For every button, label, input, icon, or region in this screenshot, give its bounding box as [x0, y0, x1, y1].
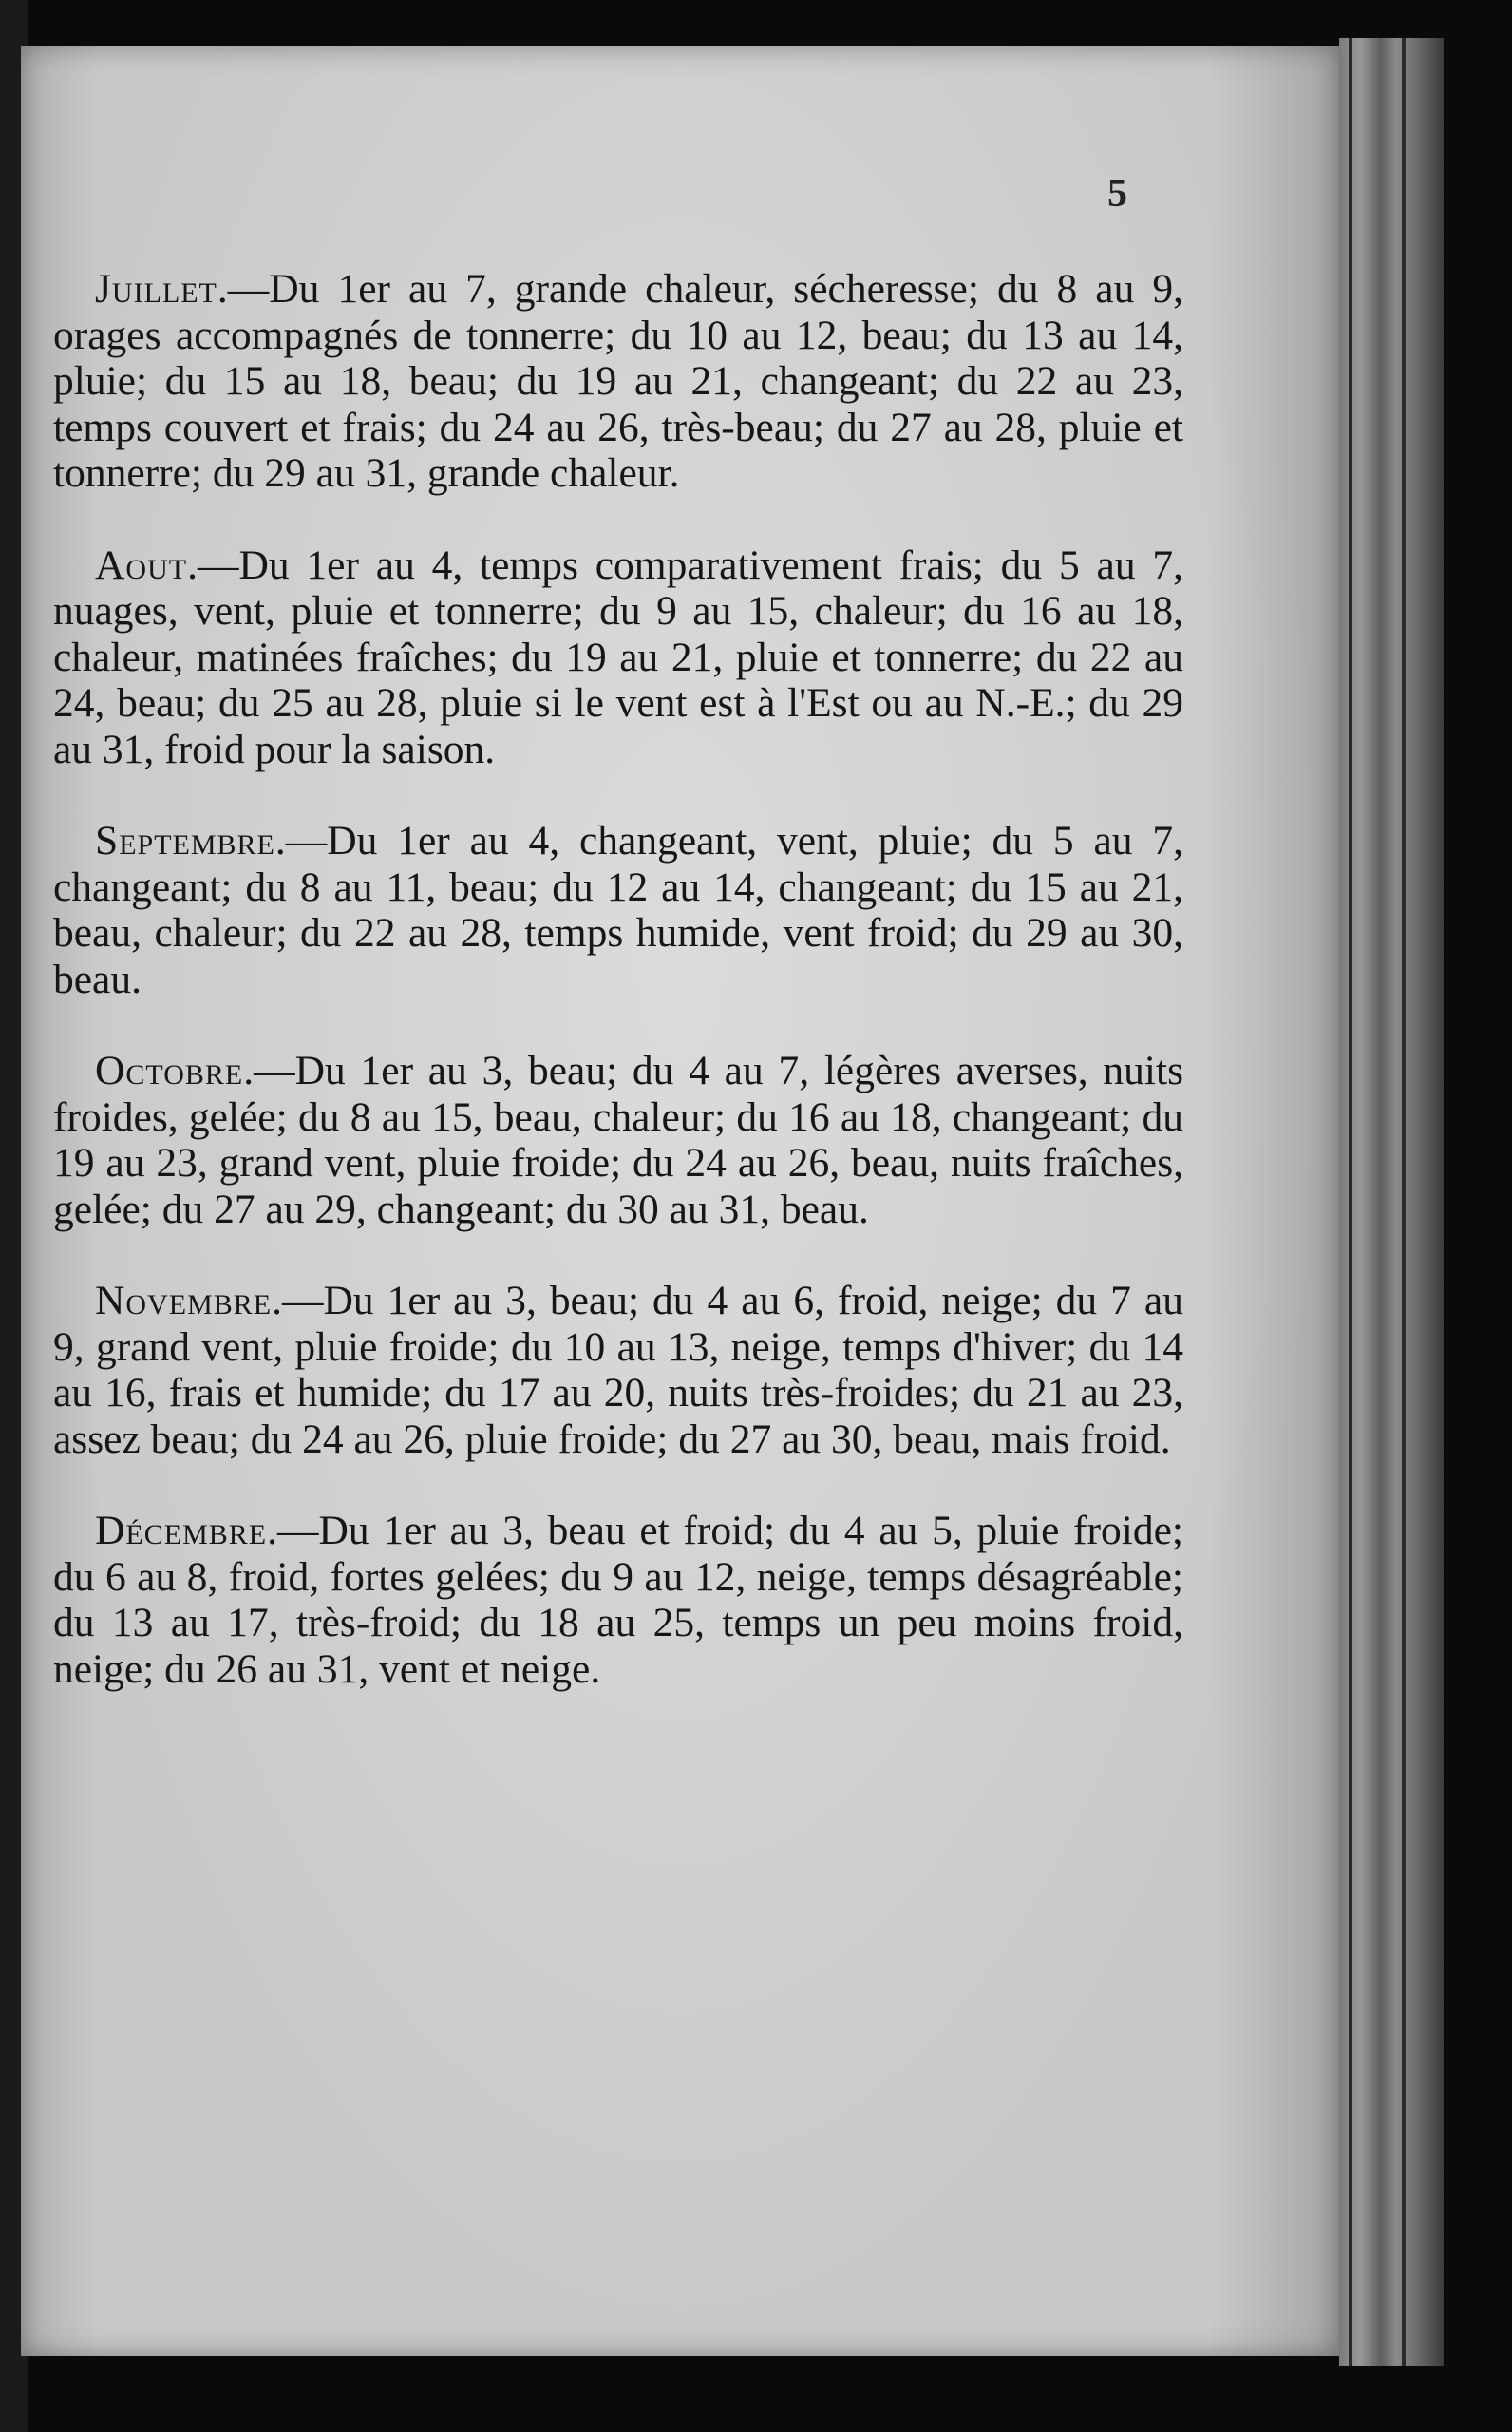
paragraph-septembre: [53, 818, 1183, 1002]
spine-divider: [1349, 38, 1352, 2366]
book-spine: [1339, 38, 1444, 2366]
month-label: Septembre: [95, 818, 275, 864]
paragraph-text: .—Du 1er au 4, temps comparativement frais; du 5 au 7, nuages, vent, pluie et tonnerre; du 9 au 15, chaleur; du 16 au 18, chaleur, matinées fraîches; du 19 au 21, pluie et tonnerre; du 22 au 24, beau; du 25 au 28, pluie si le vent est à l'Est ou au N.-E.; du 29 au 31, froid pour la saison.: [53, 542, 1183, 772]
month-label: Novembre: [95, 1278, 273, 1323]
paragraph-text: .—Du 1er au 3, beau et froid; du 4 au 5, pluie froide; du 6 au 8, froid, fortes gelées; du 9 au 12, neige, temps désagréable; du 13 au 17, très-froid; du 18 au 25, temps un peu moins froid, neige; du 26 au 31, vent et neige.: [53, 1508, 1183, 1692]
paragraph-decembre: [53, 1508, 1183, 1692]
month-label: Octobre: [95, 1048, 244, 1093]
month-label: Aout: [95, 542, 188, 588]
month-label: Décembre: [95, 1508, 268, 1553]
page-number: 5: [1107, 172, 1127, 216]
paragraph-octobre: [53, 1048, 1183, 1232]
month-label: Juillet: [95, 266, 217, 312]
paragraph-aout: [53, 542, 1183, 773]
almanac-text: [53, 266, 1183, 1738]
paragraph-text: .—Du 1er au 3, beau; du 4 au 7, légères averses, nuits froides, gelée; du 8 au 15, beau, chaleur; du 16 au 18, changeant; du 19 au 23, grand vent, pluie froide; du 24 au 26, beau, nuits fraîches, gelée; du 27 au 29, changeant; du 30 au 31, beau.: [53, 1048, 1183, 1232]
paragraph-text: .—Du 1er au 3, beau; du 4 au 6, froid, neige; du 7 au 9, grand vent, pluie froide; du 10 au 13, neige, temps d'hiver; du 14 au 16, frais et humide; du 17 au 20, nuits très-froides; du 21 au 23, assez beau; du 24 au 26, pluie froide; du 27 au 30, beau, mais froid.: [53, 1278, 1183, 1462]
paragraph-juillet: [53, 266, 1183, 497]
paragraph-text: .—Du 1er au 7, grande chaleur, sécheresse; du 8 au 9, orages accompagnés de tonnerre; du 10 au 12, beau; du 13 au 14, pluie; du 15 au 18, beau; du 19 au 21, changeant; du 22 au 23, temps couvert et frais; du 24 au 26, très-beau; du 27 au 28, pluie et tonnerre; du 29 au 31, grande chaleur.: [53, 266, 1183, 496]
paragraph-text: .—Du 1er au 4, changeant, vent, pluie; du 5 au 7, changeant; du 8 au 11, beau; du 12 au 14, changeant; du 15 au 21, beau, chaleur; du 22 au 28, temps humide, vent froid; du 29 au 30, beau.: [53, 818, 1183, 1002]
spine-divider: [1402, 38, 1406, 2366]
paragraph-novembre: [53, 1278, 1183, 1462]
